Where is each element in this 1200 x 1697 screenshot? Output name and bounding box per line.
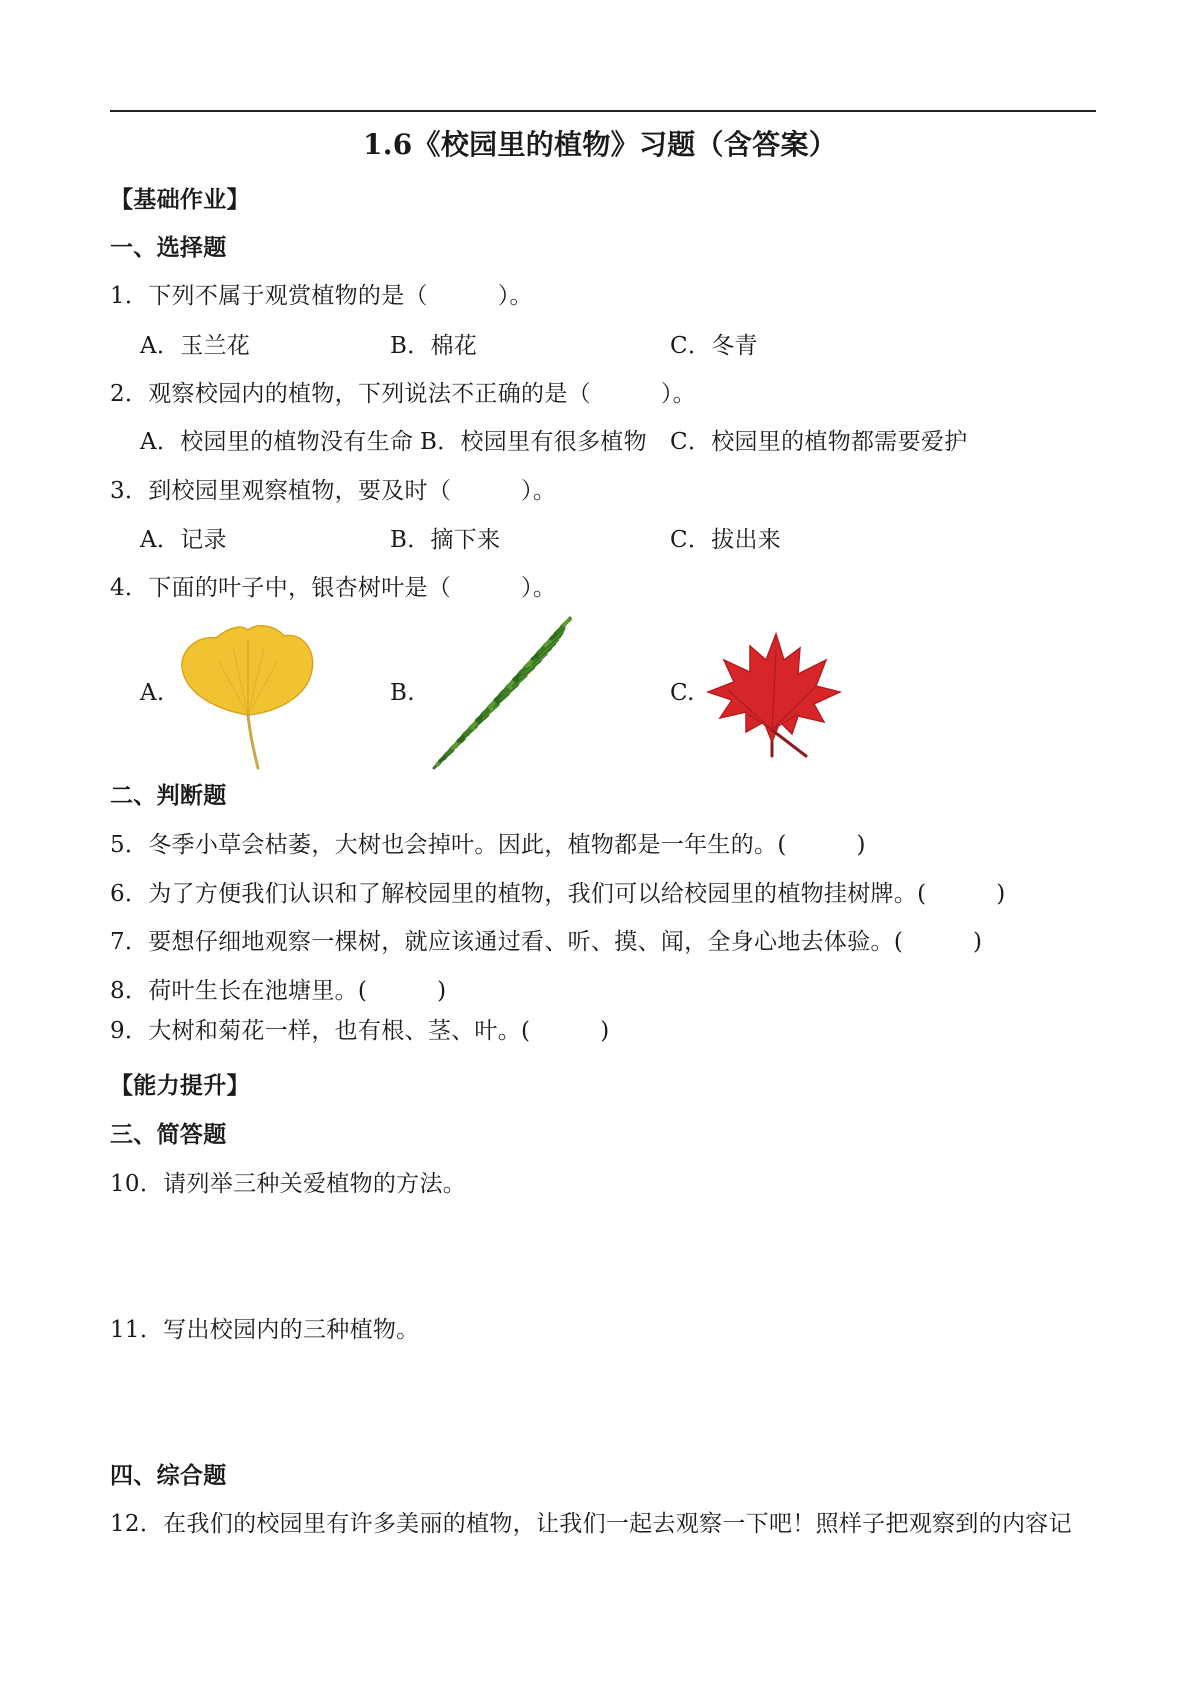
question-3: 3．到校园里观察植物，要及时（ ）。 xyxy=(110,478,557,504)
question-7: 7．要想仔细地观察一棵树，就应该通过看、听、摸、闻，全身心地去体验。( ) xyxy=(110,929,983,955)
q1-option-c: C．冬青 xyxy=(670,333,758,359)
section-judge: 二、判断题 xyxy=(110,782,227,809)
page-title: 1.6《校园里的植物》习题（含答案） xyxy=(362,128,838,161)
palm-frond-icon xyxy=(430,612,580,772)
q4-option-b: B. xyxy=(390,680,415,706)
question-12: 12．在我们的校园里有许多美丽的植物，让我们一起去观察一下吧！照样子把观察到的内容记 xyxy=(110,1511,1072,1537)
section-comprehensive: 四、综合题 xyxy=(110,1462,227,1489)
q3-option-b: B．摘下来 xyxy=(390,527,501,553)
q3-option-a: A．记录 xyxy=(140,527,227,553)
section-basic: 【基础作业】 xyxy=(110,186,250,213)
ginkgo-leaf-icon xyxy=(178,620,318,770)
section-choice: 一、选择题 xyxy=(110,234,227,261)
palm-leaflet xyxy=(564,619,570,625)
question-9: 9．大树和菊花一样，也有根、茎、叶。( ) xyxy=(110,1018,610,1044)
question-6: 6．为了方便我们认识和了解校园里的植物，我们可以给校园里的植物挂树牌。( ) xyxy=(110,881,1006,907)
q2-option-c: C．校园里的植物都需要爱护 xyxy=(670,429,968,455)
q4-option-a: A. xyxy=(140,680,165,706)
q1-option-b: B．棉花 xyxy=(390,333,478,359)
question-8: 8．荷叶生长在池塘里。( ) xyxy=(110,978,447,1004)
question-4: 4．下面的叶子中，银杏树叶是（ ）。 xyxy=(110,575,557,601)
q1-option-a: A．玉兰花 xyxy=(140,333,251,359)
q2-option-a: A．校园里的植物没有生命 xyxy=(140,429,414,455)
question-11: 11．写出校园内的三种植物。 xyxy=(110,1317,420,1343)
question-10: 10．请列举三种关爱植物的方法。 xyxy=(110,1171,467,1197)
q2-option-b: B．校园里有很多植物 xyxy=(420,429,647,455)
question-2: 2．观察校园内的植物，下列说法不正确的是（ ）。 xyxy=(110,381,696,407)
section-ability: 【能力提升】 xyxy=(110,1072,250,1099)
section-short-answer: 三、简答题 xyxy=(110,1121,227,1148)
maple-leaf-icon xyxy=(706,630,842,758)
q3-option-c: C．拔出来 xyxy=(670,527,782,553)
top-rule xyxy=(110,110,1096,112)
q4-option-c: C. xyxy=(670,680,695,706)
question-5: 5．冬季小草会枯萎，大树也会掉叶。因此，植物都是一年生的。( ) xyxy=(110,832,866,858)
question-1: 1．下列不属于观赏植物的是（ ）。 xyxy=(110,283,533,309)
